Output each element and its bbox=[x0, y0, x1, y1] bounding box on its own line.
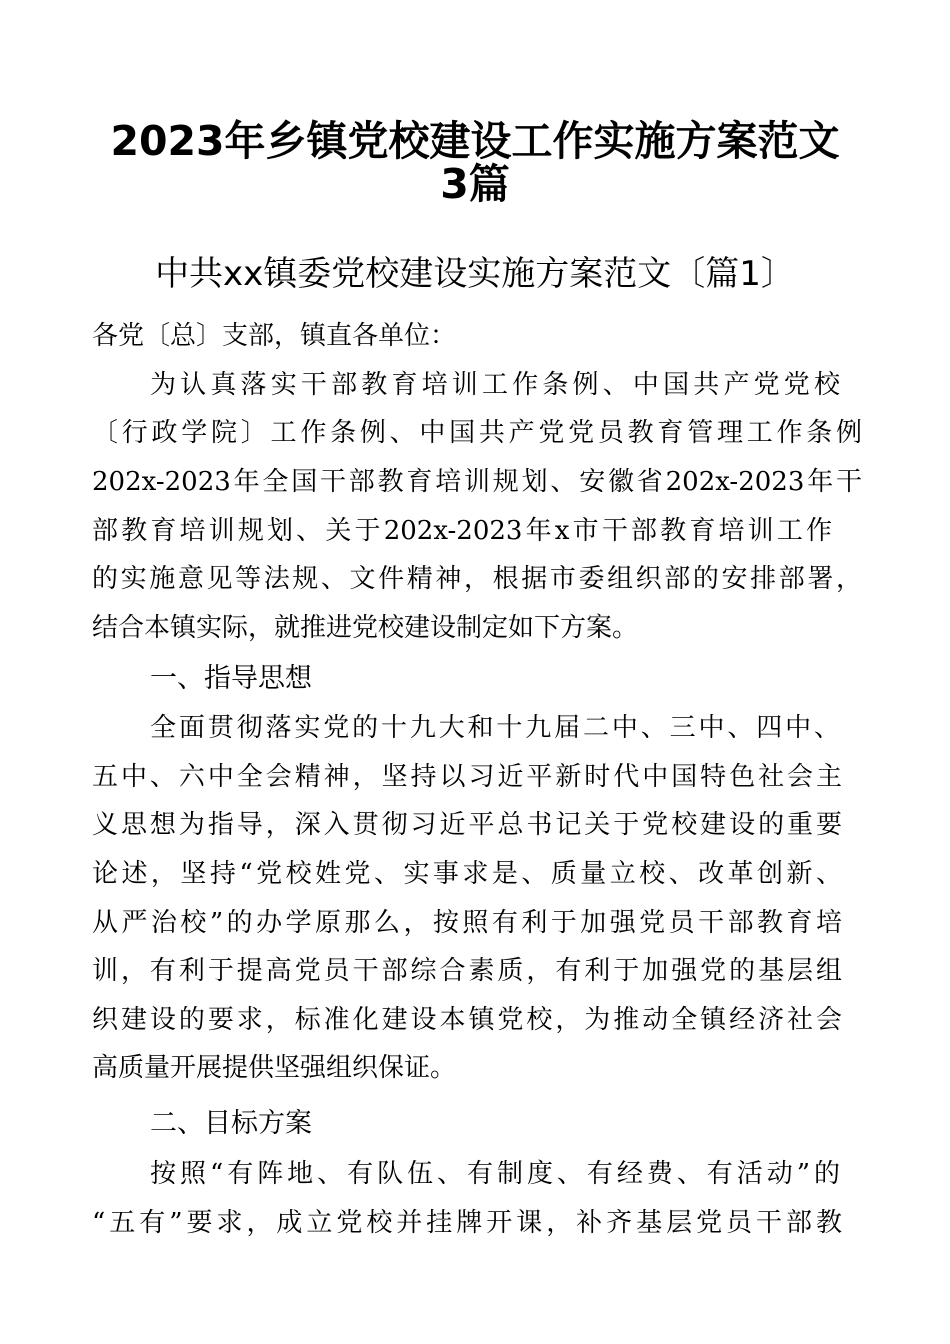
section2-line: “五有”要求，成立党校并挂牌开课，补齐基层党员干部教 bbox=[92, 1208, 842, 1238]
section1-line: 五中、六中全会精神，坚持以习近平新时代中国特色社会主 bbox=[92, 762, 842, 792]
intro-line: 202x-2023年全国干部教育培训规划、安徽省202x-2023年干 bbox=[92, 467, 862, 497]
intro-line: 为认真落实干部教育培训工作条例、中国共产党党校 bbox=[150, 370, 840, 400]
intro-line: 的实施意见等法规、文件精神，根据市委组织部的安排部署， bbox=[92, 564, 862, 594]
section1-line: 高质量开展提供坚强组织保证。 bbox=[92, 1053, 457, 1083]
section-heading-target-plan: 二、目标方案 bbox=[150, 1108, 312, 1139]
section1-line: 织建设的要求，标准化建设本镇党校，为推动全镇经济社会 bbox=[92, 1005, 842, 1035]
intro-line: 部教育培训规划、关于202x-2023年x市干部教育培训工作 bbox=[92, 516, 832, 546]
section1-line: 从严治校”的办学原那么，按照有利于加强党员干部教育培 bbox=[92, 908, 842, 938]
section2-line: 按照“有阵地、有队伍、有制度、有经费、有活动”的 bbox=[150, 1159, 840, 1189]
section1-line: 全面贯彻落实党的十九大和十九届二中、三中、四中、 bbox=[150, 713, 840, 743]
section1-line: 训，有利于提高党员干部综合素质，有利于加强党的基层组 bbox=[92, 956, 842, 986]
intro-line: 结合本镇实际，就推进党校建设制定如下方案。 bbox=[92, 613, 639, 643]
document-subtitle: 中共xx镇委党校建设实施方案范文〔篇1〕 bbox=[155, 254, 795, 294]
intro-line: 〔行政学院〕工作条例、中国共产党党员教育管理工作条例 bbox=[92, 418, 862, 448]
section1-line: 义思想为指导，深入贯彻习近平总书记关于党校建设的重要 bbox=[92, 810, 842, 840]
section-heading-guiding-ideology: 一、指导思想 bbox=[150, 663, 312, 694]
document-title-line-2: 3篇 bbox=[440, 160, 510, 208]
salutation: 各党〔总〕支部，镇直各单位： bbox=[92, 321, 457, 351]
document-title-line-1: 2023年乡镇党校建设工作实施方案范文 bbox=[110, 117, 840, 165]
section1-line: 论述，坚持“党校姓党、实事求是、质量立校、改革创新、 bbox=[92, 859, 842, 889]
